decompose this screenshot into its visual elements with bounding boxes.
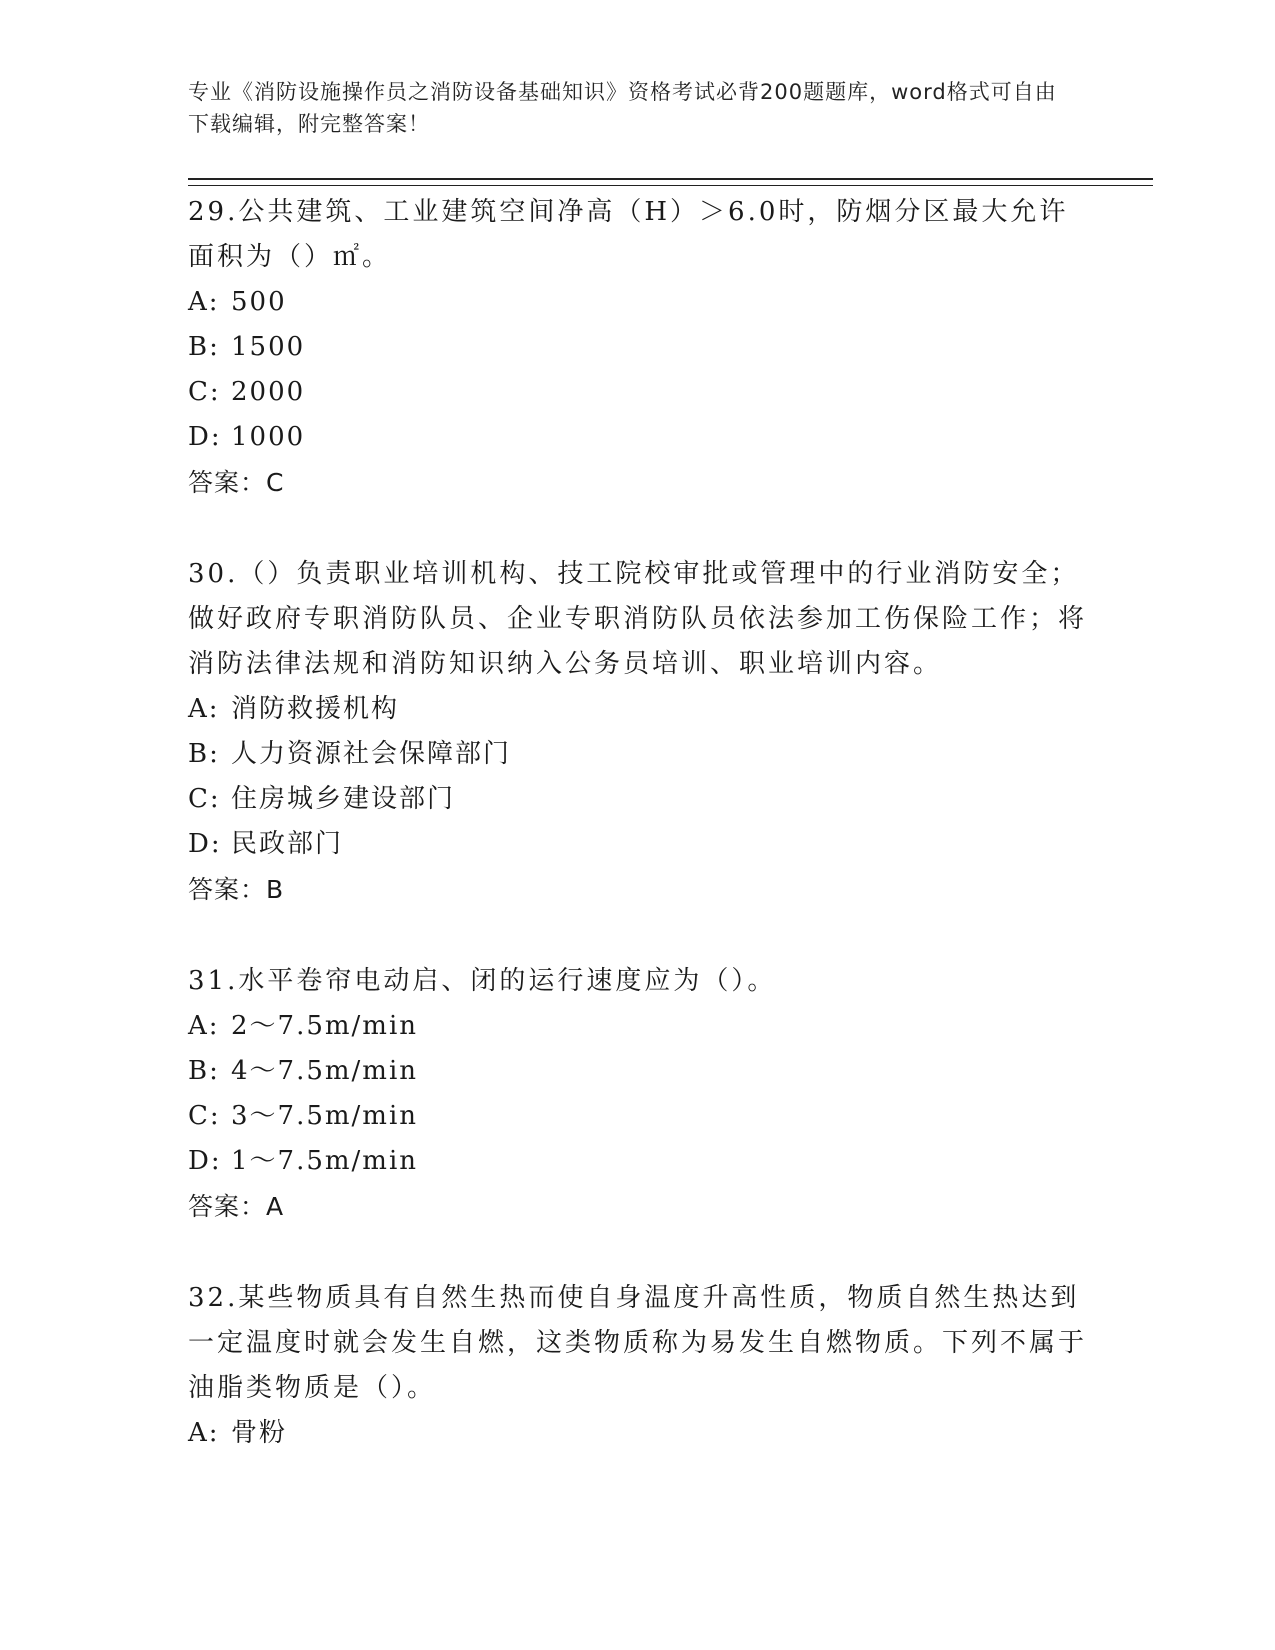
option-text: 2～7.5m/min <box>231 1011 419 1041</box>
option-text: 3～7.5m/min <box>231 1101 419 1131</box>
option-letter: A: <box>188 1418 220 1448</box>
question-30 <box>188 552 1088 912</box>
option-d <box>188 415 1088 460</box>
option-letter: B: <box>188 332 220 362</box>
option-text: 500 <box>231 287 287 317</box>
question-31 <box>188 959 1088 1229</box>
question-32 <box>188 1276 1088 1456</box>
question-list <box>188 190 1088 1503</box>
option-letter: A: <box>188 1011 220 1041</box>
option-text: 2000 <box>231 377 306 407</box>
option-letter: C: <box>188 377 221 407</box>
option-text: 1000 <box>231 422 306 452</box>
option-b <box>188 1049 1088 1094</box>
option-text: 4～7.5m/min <box>231 1056 419 1086</box>
option-letter: C: <box>188 784 221 814</box>
option-d <box>188 1139 1088 1184</box>
option-text: 消防救援机构 <box>231 694 400 724</box>
option-letter: D: <box>188 422 222 452</box>
option-letter: B: <box>188 739 220 769</box>
option-letter: D: <box>188 829 222 859</box>
option-b <box>188 732 1088 777</box>
option-text: 1500 <box>231 332 306 362</box>
option-text: 住房城乡建设部门 <box>231 784 456 814</box>
option-b <box>188 325 1088 370</box>
question-text: 29.公共建筑、工业建筑空间净高（H）＞6.0时，防烟分区最大允许面积为（）㎡。 <box>188 197 1069 272</box>
option-text: 人力资源社会保障部门 <box>231 739 512 769</box>
question-text: 32.某些物质具有自然生热而使自身温度升高性质，物质自然生热达到一定温度时就会发生自燃，这类物质称为易发生自燃物质。下列不属于油脂类物质是（）。 <box>188 1283 1088 1403</box>
question-text: 30.（）负责职业培训机构、技工院校审批或管理中的行业消防安全；做好政府专职消防队员、企业专职消防队员依法参加工伤保险工作；将消防法律法规和消防知识纳入公务员培训、职业培训内容。 <box>188 559 1088 679</box>
option-text: 1～7.5m/min <box>231 1146 419 1176</box>
option-c <box>188 777 1088 822</box>
option-a <box>188 280 1088 325</box>
option-letter: A: <box>188 287 220 317</box>
answer-line: 答案：A <box>188 1192 285 1221</box>
option-c <box>188 370 1088 415</box>
option-a <box>188 1004 1088 1049</box>
option-letter: C: <box>188 1101 221 1131</box>
question-29 <box>188 190 1088 505</box>
option-letter: D: <box>188 1146 222 1176</box>
answer-line: 答案：B <box>188 875 285 904</box>
answer-line: 答案：C <box>188 468 285 497</box>
option-a <box>188 1411 1088 1456</box>
option-letter: A: <box>188 694 220 724</box>
option-letter: B: <box>188 1056 220 1086</box>
option-text: 骨粉 <box>231 1418 288 1448</box>
option-a <box>188 687 1088 732</box>
question-text: 31.水平卷帘电动启、闭的运行速度应为（）。 <box>188 966 777 996</box>
option-text: 民政部门 <box>231 829 344 859</box>
header-divider <box>188 178 1153 186</box>
option-d <box>188 822 1088 867</box>
option-c <box>188 1094 1088 1139</box>
page-header: 专业《消防设施操作员之消防设备基础知识》资格考试必背200题题库，word格式可自由下载编辑，附完整答案！ <box>188 80 1057 136</box>
